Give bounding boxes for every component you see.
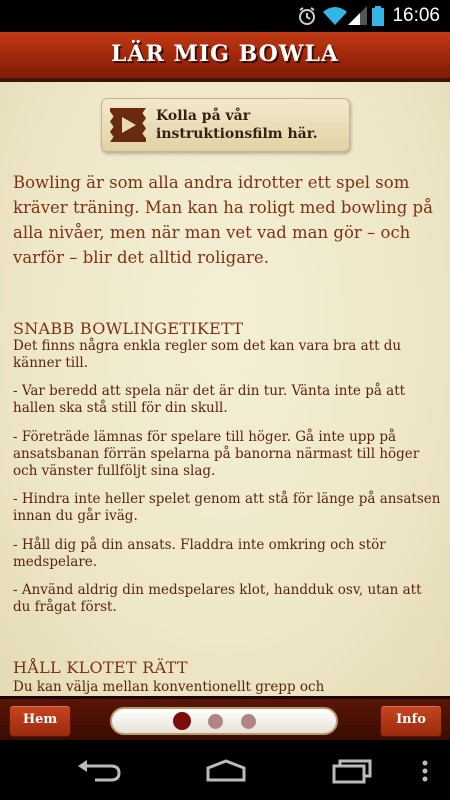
- etiquette-paragraph: - Håll dig på din ansats. Fladdra inte omkring och stör medspelare.: [13, 537, 386, 570]
- intro-text: Bowling är som alla andra idrotter ett spel som kräver träning. Man kan ha roligt med bowling på alla nivåer, men när man vet vad man gör – och varför – blir det alltid roligare.: [13, 173, 433, 267]
- overflow-menu-icon[interactable]: [421, 758, 429, 784]
- info-button[interactable]: Info: [380, 705, 442, 737]
- etiquette-paragraph: - Använd aldrig din medspelares klot, handduk osv, utan att du frågat först.: [13, 582, 422, 615]
- home-button[interactable]: Hem: [9, 705, 71, 737]
- wifi-icon: [322, 6, 348, 26]
- battery-icon: [372, 6, 384, 26]
- etiquette-paragraph: - Hindra inte heller spelet genom att stå för länge på ansatsen innan du går iväg.: [13, 491, 441, 524]
- system-navigation-bar: [0, 740, 450, 800]
- section-heading-etiquette: SNABB BOWLINGETIKETT: [13, 319, 244, 338]
- etiquette-paragraph: - Var beredd att spela när det är din tur. Vänta inte på att hallen ska stå still för din skull.: [13, 383, 406, 416]
- video-button-label-line1: Kolla på vår: [156, 108, 251, 124]
- etiquette-paragraph: - Företräde lämnas för spelare till höger. Gå inte upp på ansatsbanan förrän spelarna på banorna närmast till höger och vänster fullföljt sina slag.: [13, 429, 420, 479]
- clock: 16:06: [392, 5, 440, 26]
- content-scroll-area[interactable]: [0, 82, 450, 696]
- cellular-signal-icon: [348, 6, 368, 26]
- video-button-label-line2: instruktionsfilm här.: [156, 126, 318, 142]
- recent-apps-icon[interactable]: [328, 758, 376, 784]
- watch-video-button[interactable]: [101, 98, 350, 152]
- bottom-toolbar: [0, 696, 450, 740]
- page-indicator[interactable]: [110, 707, 338, 735]
- film-play-icon: [110, 108, 146, 142]
- section-heading-grip: HÅLL KLOTET RÄTT: [13, 658, 188, 677]
- status-bar: [0, 0, 450, 32]
- page-dot[interactable]: [208, 714, 223, 729]
- page-dot[interactable]: [241, 714, 256, 729]
- page-dot-active[interactable]: [173, 712, 191, 730]
- home-icon[interactable]: [202, 758, 250, 784]
- grip-paragraph: Du kan välja mellan konventionellt grepp och: [13, 679, 325, 695]
- etiquette-paragraph: Det finns några enkla regler som det kan vara bra att du känner till.: [13, 338, 402, 371]
- app-header: [0, 32, 450, 82]
- video-button-label: [156, 107, 346, 143]
- alarm-icon: [297, 6, 317, 26]
- page-title: LÄR MIG BOWLA: [111, 41, 339, 67]
- back-icon[interactable]: [75, 758, 123, 784]
